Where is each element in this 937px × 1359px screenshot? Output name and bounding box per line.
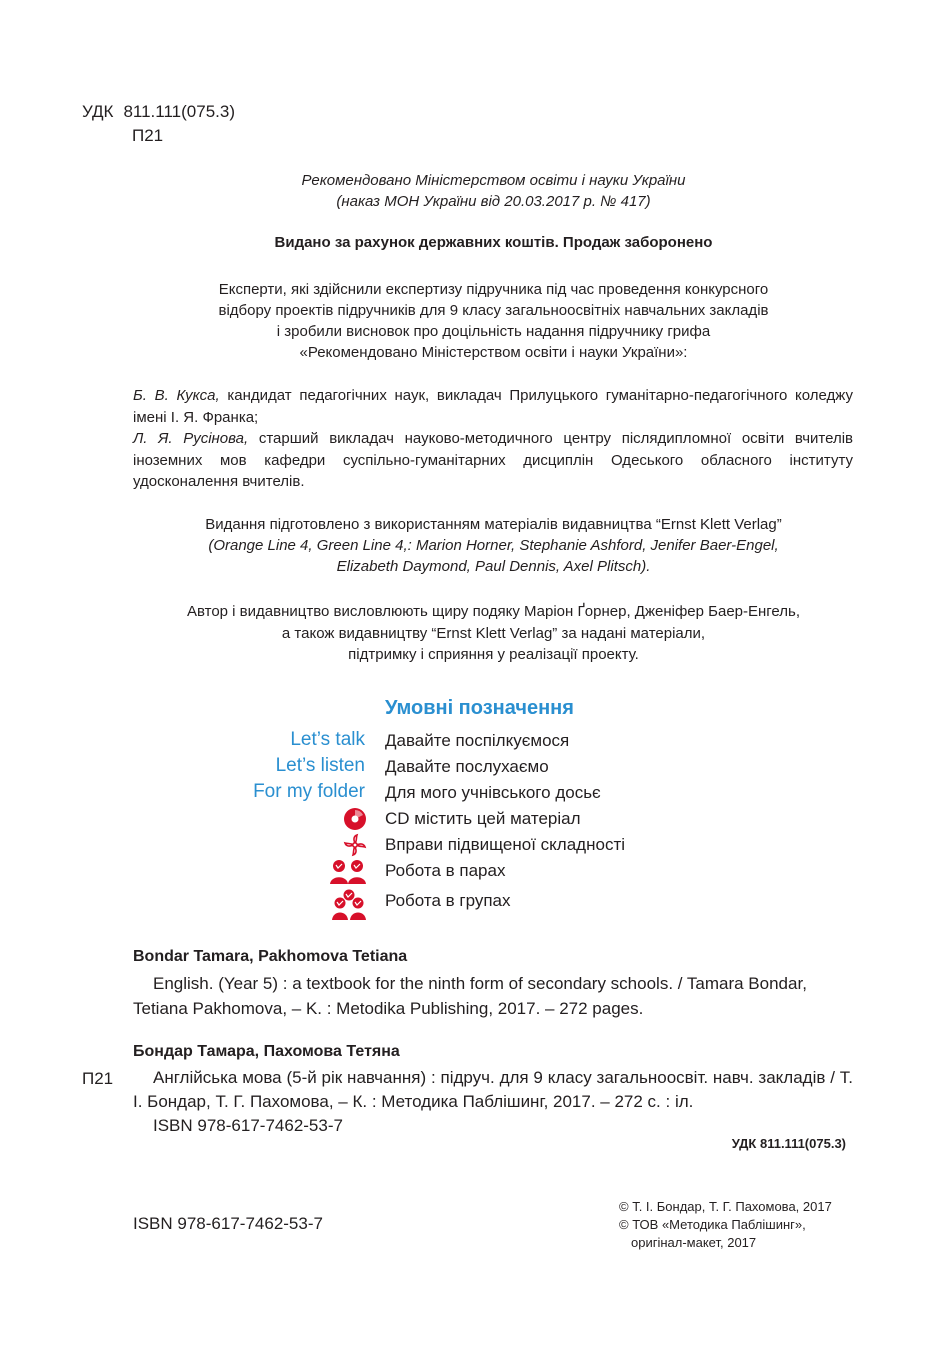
- cd-icon: [343, 807, 367, 836]
- reviewer-entry: [133, 428, 853, 493]
- pair-work-icon: [329, 859, 367, 890]
- udk-label: УДК: [82, 102, 114, 121]
- udk-header: [82, 101, 235, 123]
- recommendation-line: Рекомендовано Міністерством освіти і науки України: [301, 172, 686, 189]
- hard-exercise-icon: [343, 833, 367, 862]
- copyright-layout: оригінал-макет, 2017: [631, 1235, 757, 1250]
- legend-item: [180, 755, 700, 781]
- legend-value: CD містить цей матеріал: [385, 809, 581, 828]
- bibliography-index-code: П21: [82, 1069, 114, 1088]
- thanks-note: [60, 601, 927, 666]
- bibliography-en-body: English. (Year 5) : a textbook for the ninth form of secondary schools. / Tamara Bondar, Tetiana Pakhomova, – K. : Metodika Publishing, 2017. – 272 pages.: [133, 974, 807, 1018]
- index-code: П21: [132, 126, 164, 145]
- udk-code: 811.111(075.3): [123, 102, 235, 121]
- reviewers-list: [133, 385, 853, 493]
- reviewer-name: Л. Я. Русінова,: [133, 430, 249, 447]
- reviewer-entry: [133, 385, 853, 428]
- legend-item: [180, 781, 700, 807]
- klett-acknowledgement: [60, 514, 927, 577]
- bibliography-en-authors: Bondar Tamara, Pakhomova Tetiana: [133, 948, 408, 965]
- experts-line: Експерти, які здійснили експертизу підручника під час проведення конкурсного: [218, 281, 769, 298]
- legend-item: [180, 729, 700, 755]
- copyright-block: [619, 1198, 832, 1252]
- experts-line: відбору проектів підручників для 9 класу загальноосвітніх навчальних закладів: [218, 302, 769, 319]
- reviewer-name: Б. В. Кукса,: [133, 387, 220, 404]
- thanks-line: Автор і видавництво висловлюють щиру подяку Маріон Ґорнер, Дженіфер Баер-Енгель,: [186, 603, 801, 620]
- legend-value: Робота в парах: [385, 861, 506, 880]
- bibliography-isbn: ISBN 978-617-7462-53-7: [153, 1116, 343, 1135]
- thanks-line: підтримку і сприяння у реалізації проекту.: [348, 646, 639, 663]
- group-work-icon: [331, 889, 367, 926]
- bibliography-ua-body: Англійська мова (5-й рік навчання) : підруч. для 9 класу загальноосвіт. навч. закладів / Т. І. Бондар, Т. Г. Пахомова, – К. : Методика Паблішинг, 2017. – 272 с. : іл.: [133, 1068, 853, 1111]
- klett-line: Видання підготовлено з використанням матеріалів видавництва “Ernst Klett Verlag”: [205, 516, 782, 533]
- legend-key: Let’s talk: [290, 729, 365, 750]
- experts-line: «Рекомендовано Міністерством освіти і науки України»:: [299, 344, 688, 361]
- recommendation-order: (наказ МОН України від 20.03.2017 р. № 417): [336, 193, 651, 210]
- legend-key: Let’s listen: [275, 755, 365, 776]
- experts-intro: [60, 279, 927, 363]
- legend-value: Робота в групах: [385, 891, 511, 910]
- legend-value: Давайте послухаємо: [385, 757, 549, 776]
- copyright-publisher: © ТОВ «Методика Паблішинг»,: [619, 1217, 806, 1232]
- legend-key: For my folder: [253, 781, 365, 802]
- bibliography-ua: [133, 1066, 853, 1138]
- klett-sources: (Orange Line 4, Green Line 4,: Marion Horner, Stephanie Ashford, Jenifer Baer-Engel,: [208, 537, 779, 554]
- isbn: ISBN 978-617-7462-53-7: [133, 1214, 323, 1233]
- legend-title: Умовні позначення: [385, 697, 574, 719]
- legend-item: [180, 833, 700, 859]
- thanks-line: а також видавництву “Ernst Klett Verlag” за надані матеріали,: [281, 624, 706, 642]
- copyright-authors: © Т. І. Бондар, Т. Г. Пахомова, 2017: [619, 1199, 832, 1214]
- klett-sources: Elizabeth Daymond, Paul Dennis, Axel Plitsch).: [336, 558, 651, 575]
- legend-item: [180, 807, 700, 833]
- ministry-recommendation: [60, 170, 927, 212]
- legend-value: Для мого учнівського досьє: [385, 783, 601, 802]
- reviewer-description: кандидат педагогічних наук, викладач Прилуцького гуманітарно-педагогічного коледжу імені І. Я. Франка;: [133, 387, 853, 426]
- bibliography-ua-authors: Бондар Тамара, Пахомова Тетяна: [133, 1043, 400, 1060]
- legend-item: [180, 889, 700, 915]
- legend-item: [180, 859, 700, 885]
- funded-notice: Видано за рахунок державних коштів. Продаж заборонено: [274, 234, 713, 251]
- legend-value: Давайте поспілкуємося: [385, 731, 570, 750]
- legend-value: Вправи підвищеної складності: [385, 835, 626, 854]
- reviewer-description: старший викладач науково-методичного центру післядипломної освіти вчителів іноземних мов кафедри суспільно-гуманітарних дисциплін Одеського обласного інституту удосконалення вчителів.: [133, 430, 853, 490]
- experts-line: і зробили висновок про доцільність надання підручнику грифа: [276, 323, 711, 340]
- udk-classification: УДК 811.111(075.3): [731, 1136, 846, 1151]
